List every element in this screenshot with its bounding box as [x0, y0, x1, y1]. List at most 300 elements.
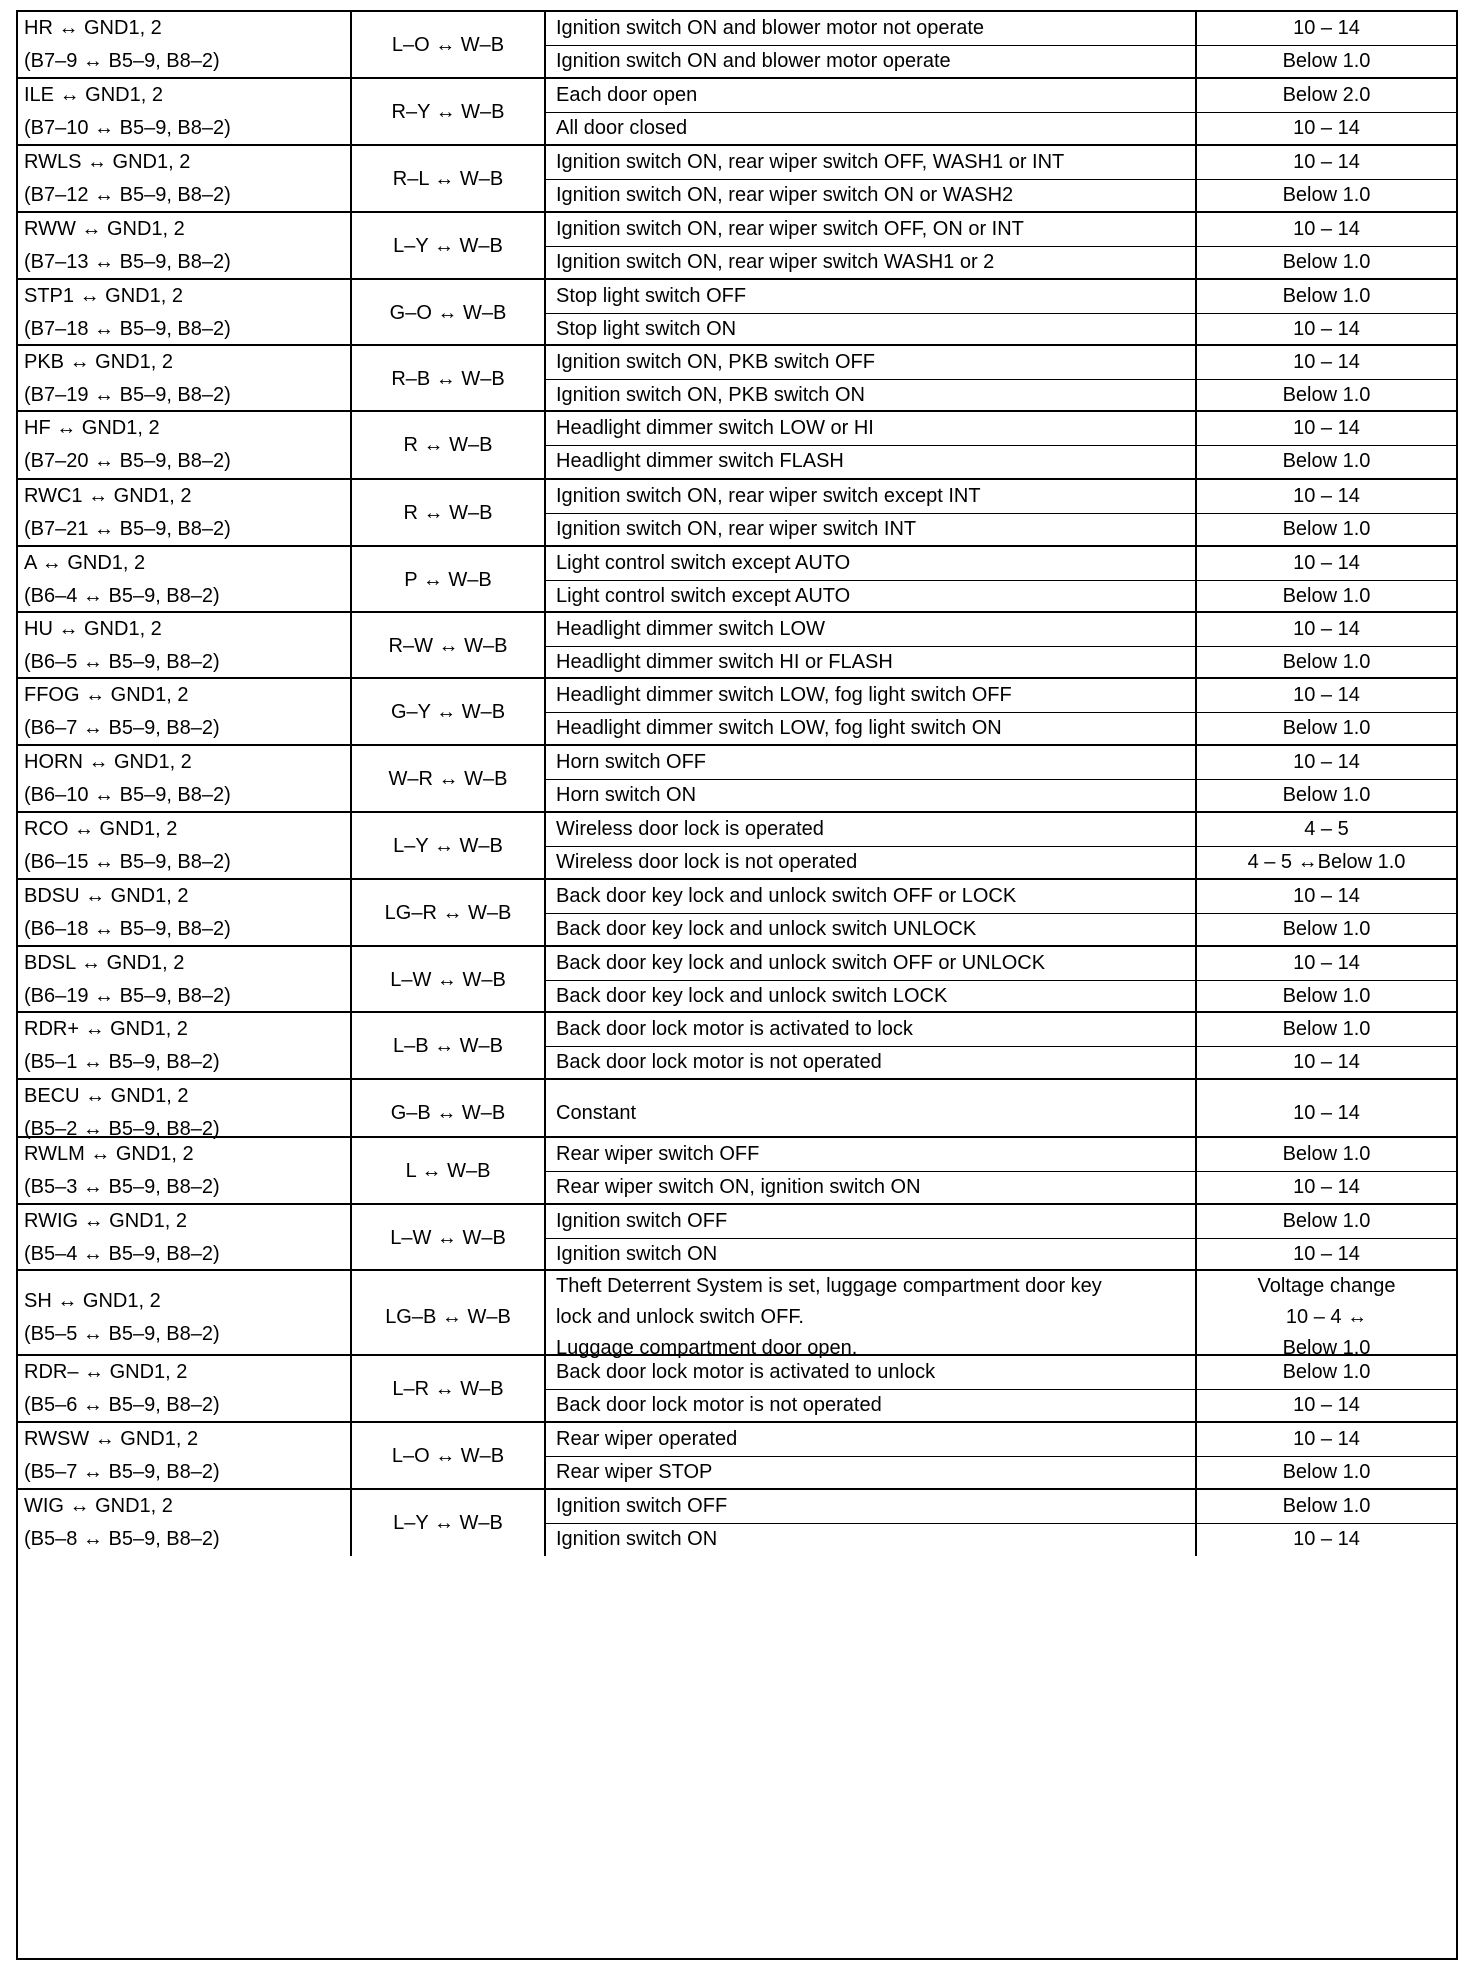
condition-text: Wireless door lock is operated	[556, 817, 824, 840]
value-text: Below 1.0	[1282, 1017, 1371, 1040]
terminal-cell	[18, 1013, 352, 1079]
condition-text: Headlight dimmer switch FLASH	[556, 450, 844, 473]
wire-color-cell: G–O ↔ W–B	[352, 280, 546, 346]
condition-text: Back door lock motor is activated to unlock	[556, 1360, 936, 1383]
terminal-group	[18, 1490, 1456, 1556]
condition-text: Light control switch except AUTO	[556, 551, 851, 574]
condition-column	[546, 346, 1197, 412]
condition-text: Back door key lock and unlock switch OFF or LOCK	[556, 884, 1017, 907]
value-text: 10 – 14	[1293, 750, 1360, 773]
value-text: 10 – 14	[1293, 951, 1360, 974]
value-text: 10 – 14	[1293, 1528, 1360, 1551]
terminal-line: (B6–4 ↔ B5–9, B8–2)	[24, 585, 220, 607]
condition-text: Back door lock motor is activated to lock	[556, 1017, 913, 1040]
condition-column	[546, 547, 1197, 613]
condition-cell	[546, 514, 1195, 547]
value-cell	[1197, 412, 1456, 446]
condition-text: Rear wiper operated	[556, 1427, 738, 1450]
value-cell	[1197, 346, 1456, 380]
condition-text: Constant	[556, 1101, 637, 1124]
specified-value-column	[1197, 1138, 1456, 1204]
value-cell	[1197, 480, 1456, 514]
value-text: Below 1.0	[1282, 450, 1371, 473]
condition-cell	[546, 380, 1195, 413]
wire-color-cell: R ↔ W–B	[352, 412, 546, 478]
specified-value-column	[1197, 12, 1456, 78]
condition-text: Back door key lock and unlock switch UNLOCK	[556, 918, 977, 941]
condition-column	[546, 1423, 1197, 1489]
condition-text: Headlight dimmer switch LOW or HI	[556, 416, 874, 439]
condition-text: Ignition switch ON	[556, 1528, 718, 1551]
value-cell	[1197, 1524, 1456, 1557]
condition-cell	[546, 346, 1195, 380]
wire-color-cell: R ↔ W–B	[352, 480, 546, 546]
terminal-line: STP1 ↔ GND1, 2	[24, 285, 183, 307]
value-cell	[1197, 247, 1456, 280]
condition-text: Ignition switch ON, PKB switch OFF	[556, 350, 875, 373]
condition-text: lock and unlock switch OFF.	[556, 1306, 804, 1328]
condition-text: Ignition switch ON, rear wiper switch ON or WASH2	[556, 184, 1014, 207]
value-cell	[1197, 146, 1456, 180]
condition-column	[546, 746, 1197, 812]
value-text: 10 – 14	[1293, 1176, 1360, 1199]
terminal-line: (B6–7 ↔ B5–9, B8–2)	[24, 717, 220, 739]
condition-text: Back door key lock and unlock switch LOCK	[556, 985, 948, 1008]
condition-text: Stop light switch ON	[556, 318, 737, 341]
terminal-group	[18, 547, 1456, 613]
wire-color-cell: G–Y ↔ W–B	[352, 679, 546, 745]
terminal-group	[18, 346, 1456, 412]
condition-text: Ignition switch ON, rear wiper switch OFF, ON or INT	[556, 217, 1024, 240]
condition-text: Ignition switch ON	[556, 1243, 718, 1266]
value-cell	[1197, 780, 1456, 813]
terminal-group	[18, 1423, 1456, 1490]
condition-cell	[546, 1047, 1195, 1080]
terminal-cell	[18, 280, 352, 346]
condition-text: Headlight dimmer switch LOW, fog light switch ON	[556, 717, 1002, 740]
condition-cell	[546, 713, 1195, 746]
condition-text: Ignition switch OFF	[556, 1209, 728, 1232]
value-text: 10 – 14	[1293, 617, 1360, 640]
wire-color-cell: R–B ↔ W–B	[352, 346, 546, 412]
value-text: 10 – 14	[1293, 1051, 1360, 1074]
condition-cell	[546, 1172, 1195, 1205]
condition-cell	[546, 780, 1195, 813]
terminal-group	[18, 1205, 1456, 1271]
condition-column	[546, 12, 1197, 78]
terminal-line: (B7–9 ↔ B5–9, B8–2)	[24, 50, 220, 72]
terminal-line: (B7–10 ↔ B5–9, B8–2)	[24, 117, 231, 139]
condition-text: Theft Deterrent System is set, luggage compartment door key	[556, 1275, 1102, 1297]
condition-cell	[546, 1080, 1195, 1146]
wire-color-cell: R–L ↔ W–B	[352, 146, 546, 212]
condition-cell	[546, 46, 1195, 79]
value-cell	[1197, 280, 1456, 314]
value-text: Below 1.0	[1282, 1461, 1371, 1484]
value-text: Below 1.0	[1282, 50, 1371, 73]
specified-value-column	[1197, 1490, 1456, 1556]
condition-cell	[546, 1524, 1195, 1557]
condition-column	[546, 79, 1197, 145]
condition-column	[546, 1080, 1197, 1146]
condition-text: Headlight dimmer switch LOW, fog light switch OFF	[556, 683, 1012, 706]
condition-cell	[546, 280, 1195, 314]
terminal-line: HR ↔ GND1, 2	[24, 17, 162, 39]
specified-value-column	[1197, 79, 1456, 145]
value-cell	[1197, 1390, 1456, 1423]
value-text: Below 1.0	[1282, 1337, 1371, 1359]
value-cell	[1197, 613, 1456, 647]
value-text: 10 – 14	[1293, 884, 1360, 907]
wire-color-cell: LG–R ↔ W–B	[352, 880, 546, 946]
terminal-line: (B5–7 ↔ B5–9, B8–2)	[24, 1461, 220, 1483]
terminal-group	[18, 79, 1456, 146]
condition-cell	[546, 1356, 1195, 1390]
terminal-group	[18, 880, 1456, 947]
terminal-line: (B7–21 ↔ B5–9, B8–2)	[24, 518, 231, 540]
condition-text: Ignition switch ON, rear wiper switch INT	[556, 518, 917, 541]
wire-color-cell: L–B ↔ W–B	[352, 1013, 546, 1079]
value-cell	[1197, 213, 1456, 247]
condition-text: All door closed	[556, 117, 688, 140]
condition-text: Ignition switch ON and blower motor operate	[556, 50, 951, 73]
terminal-group	[18, 746, 1456, 813]
condition-text: Rear wiper switch OFF	[556, 1142, 760, 1165]
terminal-cell	[18, 880, 352, 946]
value-cell	[1197, 1172, 1456, 1205]
terminal-line: RDR– ↔ GND1, 2	[24, 1361, 188, 1383]
value-cell	[1197, 1490, 1456, 1524]
terminal-line: RDR+ ↔ GND1, 2	[24, 1018, 188, 1040]
condition-cell	[546, 213, 1195, 247]
condition-column	[546, 412, 1197, 478]
terminal-line: RWLM ↔ GND1, 2	[24, 1143, 194, 1165]
value-text: Below 1.0	[1282, 651, 1371, 674]
value-cell	[1197, 914, 1456, 947]
value-text: Below 1.0	[1282, 784, 1371, 807]
terminal-group	[18, 1271, 1456, 1359]
condition-column	[546, 679, 1197, 745]
value-text: Below 1.0	[1282, 384, 1371, 407]
condition-cell	[546, 547, 1195, 581]
terminal-group	[18, 213, 1456, 280]
terminal-line: (B5–4 ↔ B5–9, B8–2)	[24, 1243, 220, 1265]
value-text: 10 – 14	[1293, 350, 1360, 373]
value-cell	[1197, 981, 1456, 1014]
terminal-line: HF ↔ GND1, 2	[24, 417, 160, 439]
wire-color-cell: L ↔ W–B	[352, 1138, 546, 1204]
value-cell	[1197, 314, 1456, 347]
terminal-cell	[18, 1080, 352, 1146]
condition-cell	[546, 880, 1195, 914]
terminal-group	[18, 813, 1456, 880]
condition-cell	[546, 1205, 1195, 1239]
terminal-group	[18, 412, 1456, 480]
condition-column	[546, 1490, 1197, 1556]
specified-value-column	[1197, 1423, 1456, 1489]
terminal-group	[18, 1356, 1456, 1423]
condition-text: Wireless door lock is not operated	[556, 851, 858, 874]
wire-color-cell: G–B ↔ W–B	[352, 1080, 546, 1146]
condition-cell	[546, 679, 1195, 713]
value-cell	[1197, 446, 1456, 479]
value-text: 10 – 14	[1293, 551, 1360, 574]
value-cell	[1197, 12, 1456, 46]
terminal-cell	[18, 146, 352, 212]
terminal-cell	[18, 1356, 352, 1422]
value-cell	[1197, 880, 1456, 914]
condition-text: Stop light switch OFF	[556, 284, 747, 307]
terminal-line: (B7–12 ↔ B5–9, B8–2)	[24, 184, 231, 206]
terminal-cell	[18, 1138, 352, 1204]
condition-cell	[546, 1390, 1195, 1423]
value-text: Below 1.0	[1282, 251, 1371, 274]
condition-cell	[546, 146, 1195, 180]
value-cell	[1197, 380, 1456, 413]
terminal-line: A ↔ GND1, 2	[24, 552, 146, 574]
condition-cell	[546, 180, 1195, 213]
condition-column	[546, 1271, 1197, 1364]
wire-color-cell: L–O ↔ W–B	[352, 1423, 546, 1489]
condition-column	[546, 613, 1197, 679]
condition-column	[546, 280, 1197, 346]
value-cell	[1197, 1356, 1456, 1390]
condition-text: Rear wiper switch ON, ignition switch ON	[556, 1176, 921, 1199]
value-text: 4 – 5	[1304, 817, 1349, 840]
value-text: Below 1.0	[1282, 284, 1371, 307]
condition-text: Ignition switch ON, rear wiper switch except INT	[556, 484, 981, 507]
terminal-cell	[18, 746, 352, 812]
terminal-line: HORN ↔ GND1, 2	[24, 751, 192, 773]
terminal-line: BDSL ↔ GND1, 2	[24, 952, 185, 974]
condition-cell	[546, 12, 1195, 46]
value-text: Below 1.0	[1282, 1360, 1371, 1383]
value-text: Below 1.0	[1282, 1142, 1371, 1165]
terminal-line: (B6–15 ↔ B5–9, B8–2)	[24, 851, 231, 873]
value-text: Below 1.0	[1282, 918, 1371, 941]
terminal-line: (B5–6 ↔ B5–9, B8–2)	[24, 1394, 220, 1416]
condition-text: Horn switch OFF	[556, 750, 707, 773]
specified-value-column	[1197, 746, 1456, 812]
value-cell	[1197, 746, 1456, 780]
value-text: 10 – 14	[1293, 318, 1360, 341]
condition-cell	[546, 446, 1195, 479]
value-cell	[1197, 113, 1456, 146]
value-text: 10 – 14	[1293, 1101, 1360, 1124]
condition-cell	[546, 1423, 1195, 1457]
specified-value-column	[1197, 1271, 1456, 1364]
value-cell	[1197, 581, 1456, 614]
condition-cell	[546, 1490, 1195, 1524]
wire-color-cell: L–W ↔ W–B	[352, 1205, 546, 1271]
condition-text: Ignition switch ON, rear wiper switch OFF, WASH1 or INT	[556, 150, 1065, 173]
condition-column	[546, 813, 1197, 879]
terminal-group	[18, 679, 1456, 746]
terminal-line: (B7–13 ↔ B5–9, B8–2)	[24, 251, 231, 273]
value-cell	[1197, 514, 1456, 547]
terminal-line: (B6–18 ↔ B5–9, B8–2)	[24, 918, 231, 940]
condition-column	[546, 480, 1197, 546]
condition-column	[546, 1013, 1197, 1079]
wire-color-cell: W–R ↔ W–B	[352, 746, 546, 812]
condition-text: Ignition switch ON, PKB switch ON	[556, 384, 865, 407]
terminal-line: (B6–5 ↔ B5–9, B8–2)	[24, 651, 220, 673]
condition-text: Rear wiper STOP	[556, 1461, 713, 1484]
value-text: 10 – 14	[1293, 16, 1360, 39]
value-cell	[1197, 1047, 1456, 1080]
condition-text: Headlight dimmer switch LOW	[556, 617, 825, 640]
value-cell	[1197, 46, 1456, 79]
condition-text: Ignition switch OFF	[556, 1494, 728, 1517]
condition-text: Back door lock motor is not operated	[556, 1394, 882, 1417]
value-cell	[1197, 547, 1456, 581]
condition-cell	[546, 746, 1195, 780]
terminal-line: SH ↔ GND1, 2	[24, 1289, 161, 1312]
condition-cell	[546, 1013, 1195, 1047]
terminal-line: RWSW ↔ GND1, 2	[24, 1428, 199, 1450]
terminal-group	[18, 480, 1456, 547]
terminal-group	[18, 146, 1456, 213]
terminal-line: (B6–10 ↔ B5–9, B8–2)	[24, 784, 231, 806]
terminal-cell	[18, 412, 352, 478]
terminal-cell	[18, 1205, 352, 1271]
terminal-line: FFOG ↔ GND1, 2	[24, 684, 189, 706]
value-cell	[1197, 947, 1456, 981]
condition-cell	[546, 813, 1195, 847]
condition-cell	[546, 1457, 1195, 1490]
condition-cell	[546, 247, 1195, 280]
wire-color-cell: LG–B ↔ W–B	[352, 1271, 546, 1364]
terminal-line: BDSU ↔ GND1, 2	[24, 885, 189, 907]
specified-value-column	[1197, 346, 1456, 412]
condition-text: Headlight dimmer switch HI or FLASH	[556, 651, 893, 674]
specified-value-column	[1197, 1205, 1456, 1271]
value-text: Below 1.0	[1282, 1209, 1371, 1232]
condition-text: Back door lock motor is not operated	[556, 1051, 882, 1074]
terminal-line: RWW ↔ GND1, 2	[24, 218, 185, 240]
specified-value-column	[1197, 1013, 1456, 1079]
value-cell	[1197, 1271, 1456, 1364]
terminal-line: (B5–3 ↔ B5–9, B8–2)	[24, 1176, 220, 1198]
condition-column	[546, 146, 1197, 212]
condition-column	[546, 213, 1197, 279]
value-text: 4 – 5 ↔Below 1.0	[1247, 851, 1406, 874]
value-text: Below 1.0	[1282, 585, 1371, 608]
specified-value-column	[1197, 613, 1456, 679]
condition-text: Horn switch ON	[556, 784, 697, 807]
condition-cell	[546, 113, 1195, 146]
value-text: 10 – 14	[1293, 1427, 1360, 1450]
terminal-line: HU ↔ GND1, 2	[24, 618, 162, 640]
value-cell	[1197, 679, 1456, 713]
value-text: Below 1.0	[1282, 1494, 1371, 1517]
terminal-line: ILE ↔ GND1, 2	[24, 84, 163, 106]
value-text: Voltage change	[1257, 1275, 1396, 1297]
condition-cell	[546, 314, 1195, 347]
condition-column	[546, 1138, 1197, 1204]
terminal-cell	[18, 346, 352, 412]
terminal-line: RCO ↔ GND1, 2	[24, 818, 178, 840]
terminal-cell	[18, 213, 352, 279]
terminal-group	[18, 1013, 1456, 1080]
wire-color-cell: R–W ↔ W–B	[352, 613, 546, 679]
value-text: 10 – 14	[1293, 150, 1360, 173]
condition-cell	[546, 79, 1195, 113]
terminal-cell	[18, 79, 352, 145]
value-cell	[1197, 1013, 1456, 1047]
value-text: 10 – 14	[1293, 416, 1360, 439]
wire-color-cell: L–R ↔ W–B	[352, 1356, 546, 1422]
condition-column	[546, 880, 1197, 946]
value-cell	[1197, 1080, 1456, 1146]
wire-color-cell: L–Y ↔ W–B	[352, 213, 546, 279]
value-cell	[1197, 180, 1456, 213]
condition-column	[546, 1205, 1197, 1271]
terminal-cell	[18, 1423, 352, 1489]
terminal-group	[18, 1138, 1456, 1205]
terminal-voltage-table	[16, 10, 1458, 1960]
wire-color-cell: L–Y ↔ W–B	[352, 813, 546, 879]
terminal-group	[18, 280, 1456, 346]
value-text: 10 – 14	[1293, 1394, 1360, 1417]
value-text: 10 – 14	[1293, 217, 1360, 240]
terminal-cell	[18, 947, 352, 1013]
specified-value-column	[1197, 547, 1456, 613]
value-text: 10 – 4 ↔	[1285, 1306, 1368, 1328]
condition-cell	[546, 647, 1195, 680]
terminal-cell	[18, 480, 352, 546]
specified-value-column	[1197, 213, 1456, 279]
terminal-cell	[18, 547, 352, 613]
terminal-line: RWIG ↔ GND1, 2	[24, 1210, 187, 1232]
specified-value-column	[1197, 412, 1456, 478]
condition-cell	[546, 412, 1195, 446]
terminal-group	[18, 12, 1456, 79]
wire-color-cell: L–O ↔ W–B	[352, 12, 546, 78]
condition-cell	[546, 914, 1195, 947]
value-cell	[1197, 1205, 1456, 1239]
condition-cell	[546, 1239, 1195, 1272]
terminal-cell	[18, 12, 352, 78]
terminal-cell	[18, 1271, 352, 1364]
terminal-cell	[18, 813, 352, 879]
value-cell	[1197, 1239, 1456, 1272]
terminal-group	[18, 1080, 1456, 1138]
terminal-line: (B5–5 ↔ B5–9, B8–2)	[24, 1322, 220, 1345]
condition-cell	[546, 581, 1195, 614]
value-text: 10 – 14	[1293, 1243, 1360, 1266]
specified-value-column	[1197, 679, 1456, 745]
value-cell	[1197, 813, 1456, 847]
terminal-group	[18, 613, 1456, 679]
condition-column	[546, 947, 1197, 1013]
condition-cell	[546, 480, 1195, 514]
terminal-line: WIG ↔ GND1, 2	[24, 1495, 173, 1517]
value-cell	[1197, 1457, 1456, 1490]
wire-color-cell: P ↔ W–B	[352, 547, 546, 613]
condition-cell	[546, 1138, 1195, 1172]
wire-color-cell: L–W ↔ W–B	[352, 947, 546, 1013]
wire-color-cell: R–Y ↔ W–B	[352, 79, 546, 145]
specified-value-column	[1197, 480, 1456, 546]
condition-text: Ignition switch ON and blower motor not operate	[556, 16, 984, 39]
value-cell	[1197, 1138, 1456, 1172]
condition-text: Ignition switch ON, rear wiper switch WASH1 or 2	[556, 251, 995, 274]
terminal-line: (B5–2 ↔ B5–9, B8–2)	[24, 1118, 220, 1140]
terminal-line: (B7–18 ↔ B5–9, B8–2)	[24, 318, 231, 340]
condition-cell	[546, 947, 1195, 981]
terminal-line: (B6–19 ↔ B5–9, B8–2)	[24, 985, 231, 1007]
